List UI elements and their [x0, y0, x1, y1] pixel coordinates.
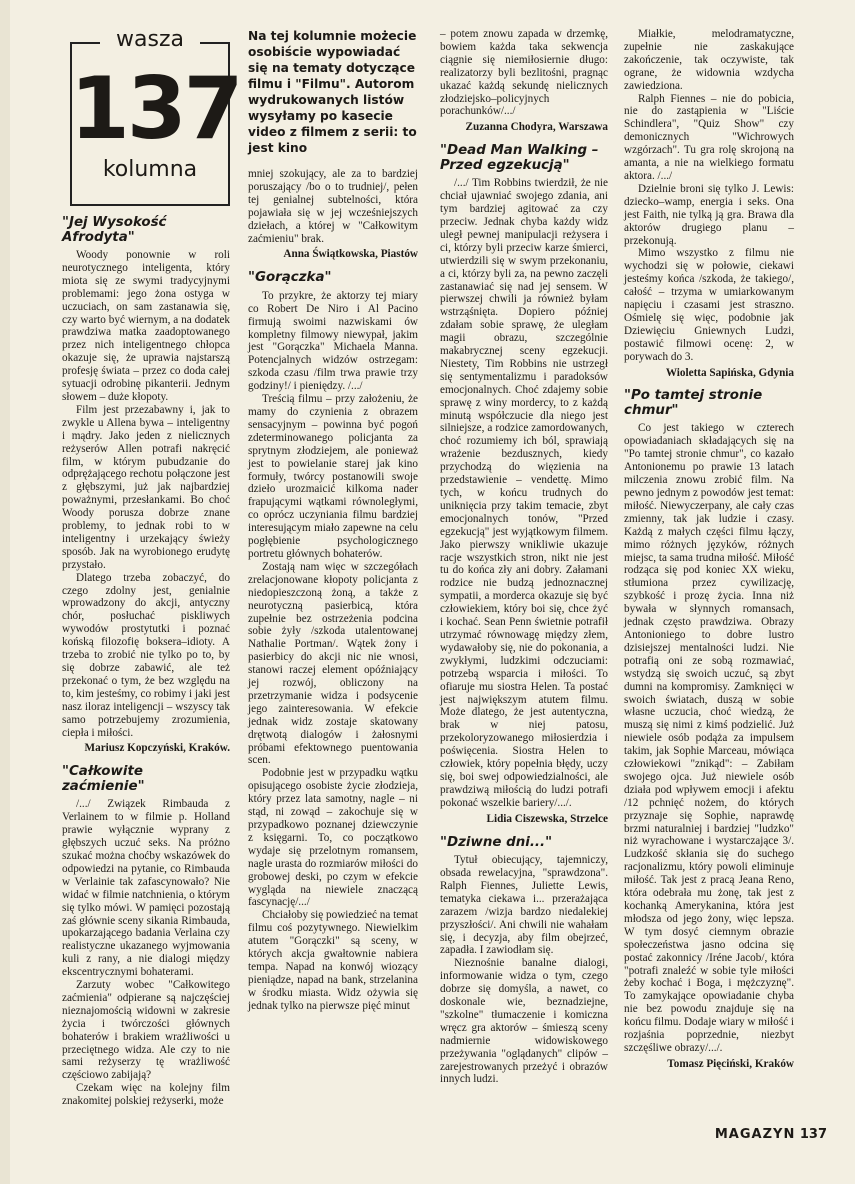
- paragraph: Dzielnie broni się tylko J. Lewis: dziecko–wamp, energia i seks. Ona jest Faith, nie tylką ją gra. Brawa dla aktorów drugiego planu – przekonują.: [624, 182, 794, 247]
- article-title: "Dead Man Walking – Przed egzekucją": [440, 143, 599, 173]
- paragraph: Film jest przezabawny i, jak to zwykle u Allena bywa – inteligentny i mądry. Jako jeden z nielicznych reżyserów Allen potrafi nakręcić film, w którym pubudzanie do odprężającego rechotu połączone jest z głębszymi, już jak najbardziej poważnymi, przesłankami. Bo choć Woody porusza dobrze znane problemy, to jednak robi to w inteligentny i urzekający świeży sposób. Jak na wyrobionego erudytę przystało.: [62, 403, 230, 571]
- author-signature: Tomasz Pięciński, Kraków: [667, 1057, 794, 1070]
- author-signature: Lidia Ciszewska, Strzelce: [486, 812, 608, 825]
- magazine-name: MAGAZYN: [714, 1127, 796, 1142]
- paragraph: Mimo wszystko z filmu nie wychodzi się w połowie, ciekawi jesteśmy końca /szkoda, że takiego/, całość – trzyma w umiarkowanym napięciu i czasami jest straszno. Ośmielę się więc, podobnie jak Dziewięciu Gniewnych Ludzi, postawić filmowi ocenę: 2, w porywach do 3.: [624, 247, 794, 363]
- paragraph: Woody ponownie w roli neurotycznego inteligenta, który miota się ze swymi tradycyjnymi problemami: jego żona ostyga w uczuciach, on sam zastanawia się, czy warto być wiernym, a na dodatek prawdziwa matka zaadoptowanego przez nich inteligentnego chłopca okazuje się, że uprawia najstarszą profesję świata – przez co doda całej sytuacji odrobinę pikanterii. Jednym słowem – duże kłopoty.: [62, 249, 230, 403]
- paragraph: Chciałoby się powiedzieć na temat filmu coś pozytywnego. Niewielkim atutem "Gorączki" są sceny, w których akcja gwałtownie nabiera tempa. Napad na konwój wiozący pieniądze, napad na bank, strzelanina w środku miasta. Widz ożywia się jednak tylko na pierwsze pięć minut: [248, 909, 418, 1012]
- column-2: [248, 28, 418, 1013]
- article-title: "Jej Wysokość Afrodyta": [62, 215, 167, 245]
- logo-number: 137: [70, 59, 241, 159]
- article-title: "Całkowite zaćmienie": [62, 764, 145, 794]
- intro-series: to jest kino: [248, 125, 417, 155]
- paragraph: Zostają nam więc w szczegółach zrelacjonowane kłopoty policjanta z niedopieszczoną żoną, a także z neurotyczną pasierbicą, która zupełnie bez ostrzeżenia podcina sobie żyły /szkoda utalentowanej Nathalie Portman/. Wątek żony i pasierbicy do akcji nic nie wnosi, stanowi raczej element opóźniający jej rozwój, obliczony na przetrzymanie widza i podsycenie jego zainteresowania. W efekcie jednak widz zostaje skatowany drętwotą dialogów i żałosnymi próbami efektownego puentowania scen.: [248, 560, 418, 767]
- paragraph: Co jest takiego w czterech opowiadaniach składających się na "Po tamtej stronie chmur", co kazało Antonionemu po prawie 13 latach milczenia znowu zrobić film. Na pewno jednym z powodów jest temat: miłość. Niewyczerpany, ale cały czas zmienny, tak jak ludzie i czasy. Każdą z małych części filmu łączy, mimo różnych języków, różnych miejsc, ta sama trudna miłość. Miłość rodząca się pod koniec XX wieku, stłumiona przez cywilizację, szybkość i prozę życia. Inna niż bywała w słynnych romansach, jednak często prawdziwa. Obrazy Antonioniego to dobre lustro dzisiejszej mentalności ludzi. Nie potrafią oni ze sobą rozmawiać, wstydzą się swoich uczuć, są zbyt dumni na kompromisy. Zamknięci w swoich światach, duszą w sobie własne uczucia, choć wiedzą, że muszą się nimi z kimś podzielić. Już niewiele osób podąża za impulsem takim, jak Sophie Marceau, mówiąca człowiekowi "znikąd": – Zabiłam swojego ojca. Już niewiele osób działa pod wpływem emocji i afektu /12 pchnięć nożem, do których przyznaje się Sophie, naprawdę brzmi naturalniej i bardziej "ludzko" niż wyrachowane i wystarczające 3/. Ludzkość skłania się do suchego racjonalizmu, który powoli eliminuje miłość. Tak jest z pracą Jeana Reno, która odebrała mu żonę, tak jest z kochanką Amerykanina, która jest młodsza od jego żony, więc lepsza. W tym dosyć ciemnym obrazie społeczeństwa jasno odcina się postać zakonnicy /Iréne Jacob/, która "potrafi znaleźć w sobie tyle miłości żeby kochać i Boga, i mężczyznę". To zamykające opowiadanie chyba nie bez powodu znajduje się na końcu filmu. Dodaje wiary w miłość i rozjaśnia poprzednie, niezbyt szczęśliwe obrazy/.../.: [624, 422, 794, 1054]
- logo-top-text: wasza: [100, 34, 200, 47]
- column-3: [440, 28, 608, 1086]
- paragraph: Miałkie, melodramatyczne, zupełnie nie zaskakujące zakończenie, tak oczywiste, tak ograne, że widownia wzdycha zawiedziona.: [624, 28, 794, 92]
- column-1: [62, 27, 241, 1108]
- paragraph: Dlatego trzeba zobaczyć, do czego zdolny jest, genialnie wprowadzony do akcji, antyczny chór, posłuchać piskliwych wywodów prostytutki i poznać końską filozofię boksera–idioty. A trzeba to zrobić nie tylko po to, by się dobrze zabawić, ale też przekonać o tym, że bez względu na to, kim jesteśmy, co robimy i jaki jest nasz iloraz inteligencji – wszyscy tak samo potrzebujemy zrozumienia, ciepła i miłości.: [62, 571, 230, 739]
- author-signature: Wioletta Sapińska, Gdynia: [665, 366, 794, 379]
- paragraph: To przykre, że aktorzy tej miary co Robert De Niro i Al Pacino firmują swoimi nazwiskami ów kompletny filmowy niewypał, jakim jest "Gorączka" Michaela Manna. Potencjalnych widzów ostrzegam: szkoda czasu /film trwa prawie trzy godziny!/ i pieniędzy. /.../: [248, 289, 418, 393]
- paragraph-continued: mniej szokujący, ale za to bardziej poruszający /bo o to trudniej/, pełen tej genialnej subtelności, która pojawiała się w jej wcześniejszych dziełach, a której w "Całkowitym zaćmieniu" brak.: [248, 168, 418, 245]
- page-edge: [0, 0, 10, 1184]
- article-title: "Dziwne dni...": [440, 834, 553, 850]
- intro-line: Na tej kolumnie możecie osobiście wypowiadać się na tematy dotyczące filmu i "Filmu". Autorom wydrukowanych listów wysyłamy po kasecie video z filmem z serii:: [248, 29, 417, 139]
- paragraph: Zarzuty wobec "Całkowitego zaćmienia" odpierane są najczęściej nieznajomością widowni w zakresie życia i twórczości głównych bohaterów i brakiem wrażliwości u przeciętnego widza. Ale czy to nie sami reżyserzy tę wrażliwość częściowo zabijają?: [62, 979, 230, 1082]
- paragraph: /.../ Tim Robbins twierdził, że nie chciał ujawniać swojego zdania, ani tym bardziej agitować za czy przeciw. Jednak chyba każdy widz uległ pewnej manipulacji reżysera i ci, którzy byli przeciw karze śmierci, utwierdzili się w swym przekonaniu, a ci, którzy byli za, na pewno zaczęli zastanawiać się nad jej sensem. W pierwszej chwili ja również byłam wstrząśnięta. Dopiero później zdałam sobie sprawę, że uległam magii obrazu, szczególnie makabrycznej sceny egzekucji. Niestety, Tim Robbins nie ustrzegł się sentymentalizmu i paradoksów emocjonalnych. Choć zdajemy sobie sprawę z winy mordercy, to z każdą minutą współczucie dla niego jest silniejsze, a rodzice zamordowanych, choć rozumiemy ich ból, sprawiają wrażenie bezdusznych, kiedy przychodzą do więzienia na przedstawienie – vendettę. Mimo tych, w końcu trudnych do uniknięcia przy takim temacie, zbyt emocjonalnych tonów, "Przed egzekucją" jest wyjątkowym filmem. Jako pierwszy wnikliwie ukazuje racje wszystkich stron, nikt nie jest tu do końca zły ani dobry. Załamani rodzice nie budzą jednoznacznej sympatii, a morderca okazuje się być człowiekiem, który boi się, chce żyć i kochać. Sean Penn świetnie potrafił utrzymać równowagę między złem, wydawałoby się, nie do pokonania, a zwykłymi, ludzkimi odczuciami: potrzebą wsparcia i miłości. To ofiaruje mu siostra Helen. Ta postać jest największym atutem filmu. Może dlatego, że jest autentyczna, brak w niej patosu, przekoloryzowanego miłosierdzia i poświęcenia. Siostra Helen to człowiek, który popełnia błędy, uczy się, boi swej odpowiedzialności, ale prawdziwą miłością do ludzi potrafi pokonać wszelkie bariery/.../.: [440, 177, 608, 809]
- article-title: "Po tamtej stronie chmur": [624, 388, 763, 418]
- paragraph: Treścią filmu – przy założeniu, że mamy do czynienia z obrazem sensacyjnym – powinna być pogoń zdeterminowanego policjanta za sprytnym złodziejem, ale ponieważ jest to powielanie starej jak kino formuły, twórcy postanowili swoje dzieło urozmaicić kilkoma nader frapującymi wątkami równoległymi, co oprócz uczyniania filmu bardziej interesującym miało zapewne na celu pogłębienie psychologicznego portretu głównych bohaterów.: [248, 393, 418, 560]
- paragraph-continued: – potem znowu zapada w drzemkę, bowiem każda taka sekwencja ciągnie się niemiłosiernie długo: realizatorzy byli bezlitośni, pragnąc ukazać każdą sekundę nielicznych złodziejsko–policyjnych porachunków/.../: [440, 28, 608, 118]
- author-signature: Zuzanna Chodyra, Warszawa: [465, 121, 608, 134]
- paragraph: Tytuł obiecujący, tajemniczy, obsada rewelacyjna, "sprawdzona". Ralph Fiennes, Juliette Lewis, tematyka ciekawa i... przerażająca zarazem /wizja bardzo niedalekiej przyszłości/. Ani chwili nie wahałam się, i decyzja, aby film obejrzeć, zapadła. I zawiodłam się.: [440, 854, 608, 957]
- article-title: "Gorączka": [248, 270, 332, 286]
- page-number: 137: [799, 1127, 827, 1142]
- author-signature: Anna Świątkowska, Piastów: [283, 248, 418, 261]
- paragraph: Nieznośnie banalne dialogi, informowanie widza o tym, czego dobrze się domyśla, a nawet, co doskonale wie, beznadziejne, "szkolne" tłumaczenie i komiczna wręcz gra aktorów – śmieszą sceny nadmiernie widowiskowego przeżywania "oglądanych" clipów – zarejestrowanych przeżyć i obrazów innych ludzi.: [440, 957, 608, 1086]
- column-4: [624, 28, 794, 1071]
- logo-bottom-text: kolumna: [102, 157, 198, 182]
- author-signature: Mariusz Kopczyński, Kraków.: [84, 742, 230, 755]
- intro-text: [248, 28, 418, 156]
- paragraph: /.../ Związek Rimbauda z Verlainem to w filmie p. Holland prawie wyłącznie wyprany z głębszych uczuć seks. Na próżno szukać można choćby wskazówek do odpowiedzi na pytanie, co Rimbauda w Verlainie tak zafascynowało? Nie widać w filmie natchnienia, o którym się tylko mówi. W pamięci pozostają zaś głównie sceny sikania Rimbauda, upokarzającego badania Verlaina czy realistyczne ukazanego wyjmowania kuli z rany, a nie dialogi między ekscentrycznymi bohaterami.: [62, 798, 230, 979]
- column-logo: [70, 27, 241, 206]
- paragraph: Ralph Fiennes – nie do pobicia, nie do zastąpienia w "Liście Schindlera", "Quiz Show" czy demonicznych "Wichrowych wzgórzach". Tu gra rolę skrojoną na amanta, a nie na wielkiego formatu aktora. /.../: [624, 92, 794, 182]
- paragraph: Czekam więc na kolejny film znakomitej polskiej reżyserki, może: [62, 1082, 230, 1108]
- page-footer: [715, 1127, 827, 1142]
- paragraph: Podobnie jest w przypadku wątku opisującego osobiste życie złodzieja, który przez lata samotny, nagle – ni stąd, ni zowąd – zakochuje się w przypadkowo poznanej dziewczynie z księgarni. To, co początkowo wydaje się przelotnym romansem, nagle urasta do rozmiarów miłości do grobowej deski, po czym w efekcie wygląda na niewiele znaczącą fascynację/.../: [248, 767, 418, 909]
